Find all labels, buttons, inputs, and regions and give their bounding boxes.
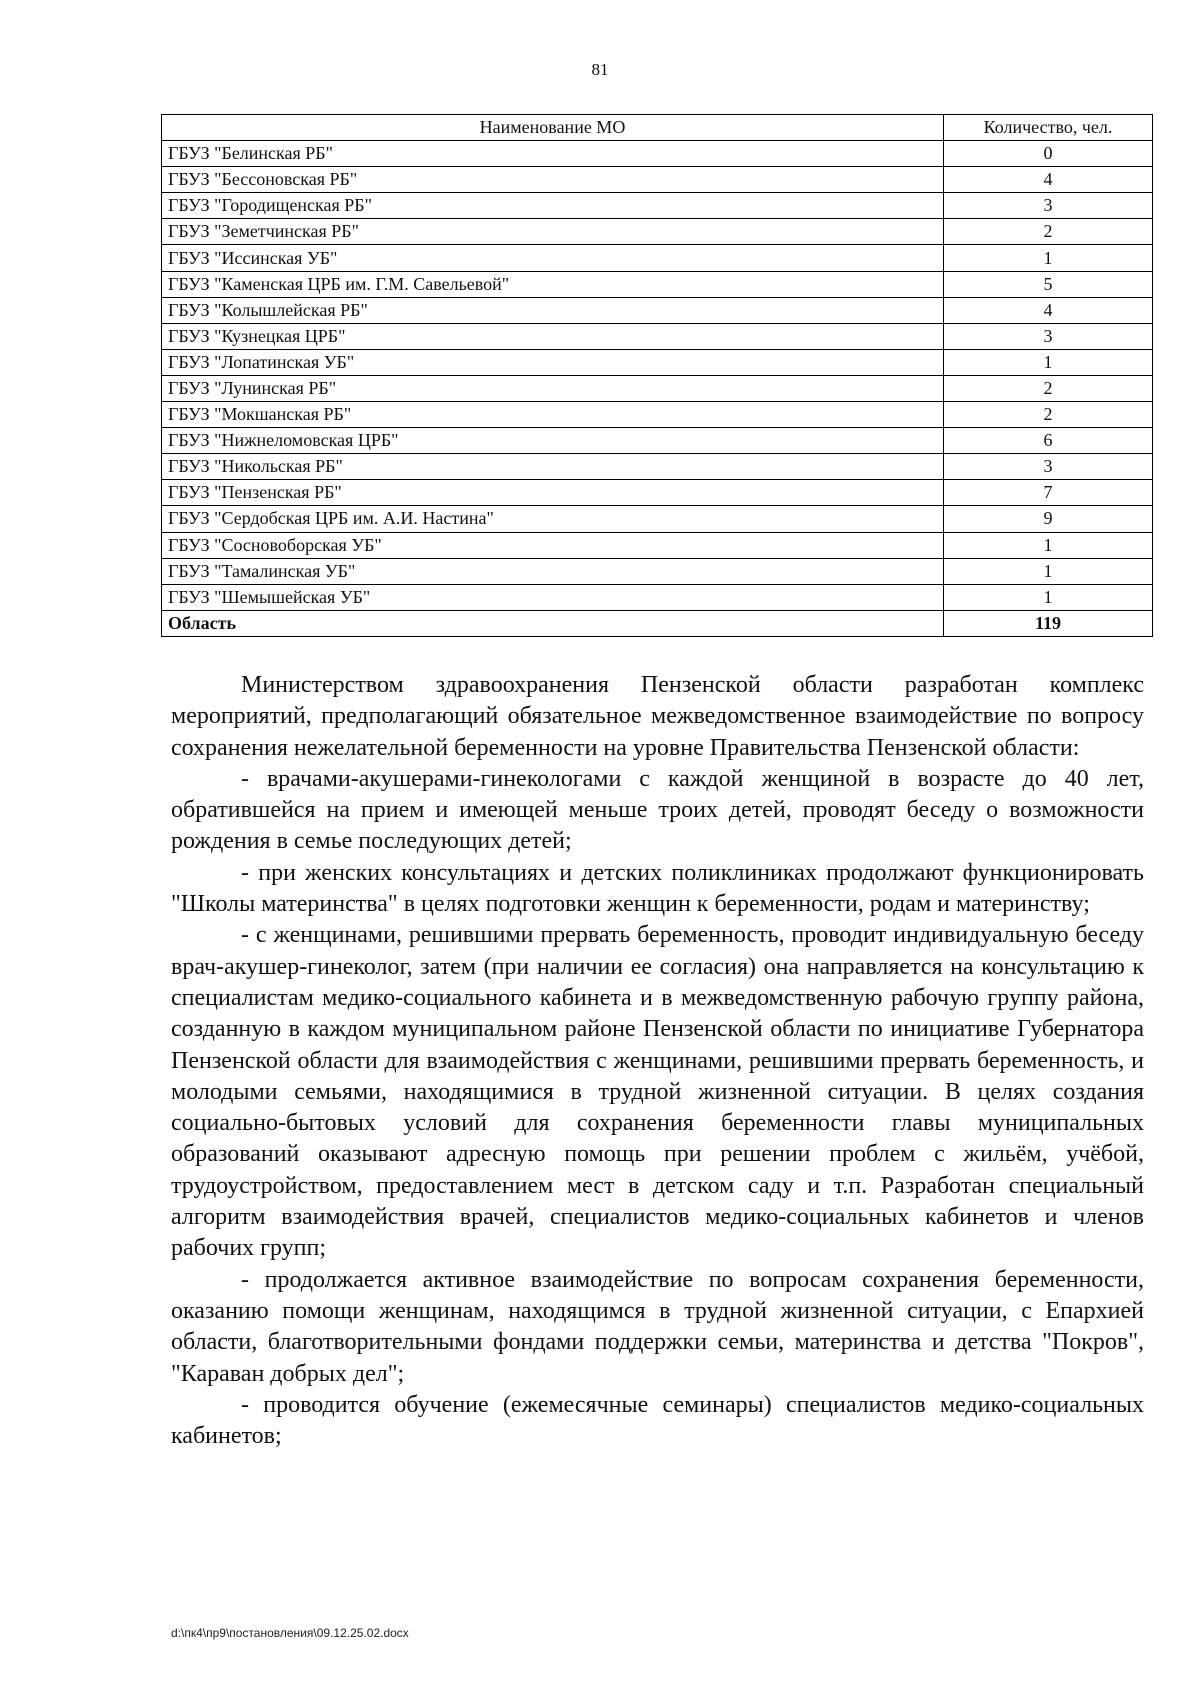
table-row	[162, 454, 1153, 480]
table-total-row	[162, 610, 1153, 636]
total-count: 119	[944, 610, 1153, 636]
mo-name: ГБУЗ "Белинская РБ"	[162, 141, 944, 167]
mo-count: 6	[944, 428, 1153, 454]
mo-name: ГБУЗ "Сердобская ЦРБ им. А.И. Настина"	[162, 506, 944, 532]
mo-name: ГБУЗ "Лопатинская УБ"	[162, 349, 944, 375]
table-header-row	[162, 115, 1153, 141]
mo-name: ГБУЗ "Земетчинская РБ"	[162, 219, 944, 245]
table-row	[162, 584, 1153, 610]
mo-count: 2	[944, 375, 1153, 401]
paragraph-item: - проводится обучение (ежемесячные семинары) специалистов медико-социальных кабинетов;	[171, 1391, 1144, 1450]
mo-name: ГБУЗ "Никольская РБ"	[162, 454, 944, 480]
paragraph-intro: Министерством здравоохранения Пензенской области разработан комплекс мероприятий, предполагающий обязательное межведомственное взаимодействие по вопросу сохранения нежелательной беременности на уровне Правительства Пензенской области:	[171, 672, 1144, 761]
table-row	[162, 428, 1153, 454]
mo-name: ГБУЗ "Иссинская УБ"	[162, 245, 944, 271]
mo-name: ГБУЗ "Колышлейская РБ"	[162, 297, 944, 323]
mo-name: ГБУЗ "Нижнеломовская ЦРБ"	[162, 428, 944, 454]
mo-count: 1	[944, 245, 1153, 271]
mo-count: 3	[944, 193, 1153, 219]
table-row	[162, 375, 1153, 401]
table-row	[162, 219, 1153, 245]
table-row	[162, 349, 1153, 375]
mo-name: ГБУЗ "Каменская ЦРБ им. Г.М. Савельевой"	[162, 271, 944, 297]
table-row	[162, 402, 1153, 428]
table-row	[162, 167, 1153, 193]
mo-count: 5	[944, 271, 1153, 297]
table-row	[162, 141, 1153, 167]
paragraph-item: - врачами-акушерами-гинекологами с каждой женщиной в возрасте до 40 лет, обратившейся на прием и имеющей меньше троих детей, проводят беседу о возможности рождения в семье последующих детей;	[171, 765, 1144, 855]
mo-name: ГБУЗ "Пензенская РБ"	[162, 480, 944, 506]
mo-count: 7	[944, 480, 1153, 506]
mo-count: 1	[944, 349, 1153, 375]
mo-name: ГБУЗ "Городищенская РБ"	[162, 193, 944, 219]
medical-organizations-table	[161, 114, 1153, 637]
mo-count: 1	[944, 584, 1153, 610]
table-row	[162, 506, 1153, 532]
table-row	[162, 193, 1153, 219]
paragraph-item: - с женщинами, решившими прервать беременность, проводит индивидуальную беседу врач-акушер-гинеколог, затем (при наличии ее согласия) она направляется на консультацию к специалистам медико-социального кабинета и в межведомственную рабочую группу района, созданную в каждом муниципальном районе Пензенской области по инициативе Губернатора Пензенской области для взаимодействия с женщинами, решившими прервать беременность, и молодыми семьями, находящимися в трудной жизненной ситуации. В целях создания социально-бытовых условий для сохранения беременности главы муниципальных образований оказывают адресную помощь при решении проблем с жильём, учёбой, трудоустройством, предоставлением мест в детском саду и т.п. Разработан специальный алгоритм взаимодействия врачей, специалистов медико-социальных кабинетов и членов рабочих групп;	[171, 922, 1144, 1262]
mo-name: ГБУЗ "Сосновоборская УБ"	[162, 532, 944, 558]
page-number: 81	[591, 60, 609, 79]
paragraph-item: - при женских консультациях и детских поликлиниках продолжают функционировать "Школы материнства" в целях подготовки женщин к беременности, родам и материнству;	[171, 859, 1144, 918]
mo-count: 0	[944, 141, 1153, 167]
column-header-name: Наименование МО	[162, 115, 944, 141]
mo-count: 4	[944, 167, 1153, 193]
total-label: Область	[162, 610, 944, 636]
mo-name: ГБУЗ "Тамалинская УБ"	[162, 558, 944, 584]
mo-count: 9	[944, 506, 1153, 532]
mo-name: ГБУЗ "Шемышейская УБ"	[162, 584, 944, 610]
table-row	[162, 558, 1153, 584]
mo-count: 2	[944, 219, 1153, 245]
mo-name: ГБУЗ "Бессоновская РБ"	[162, 167, 944, 193]
mo-count: 2	[944, 402, 1153, 428]
paragraph-item: - продолжается активное взаимодействие по вопросам сохранения беременности, оказанию помощи женщинам, находящимся в трудной жизненной ситуации, с Епархией области, благотворительными фондами поддержки семьи, материнства и детства "Покров", "Караван добрых дел";	[171, 1266, 1144, 1387]
table-row	[162, 245, 1153, 271]
mo-count: 3	[944, 454, 1153, 480]
table-row	[162, 532, 1153, 558]
mo-name: ГБУЗ "Кузнецкая ЦРБ"	[162, 323, 944, 349]
table-row	[162, 323, 1153, 349]
mo-name: ГБУЗ "Лунинская РБ"	[162, 375, 944, 401]
column-header-count: Количество, чел.	[944, 115, 1153, 141]
mo-count: 3	[944, 323, 1153, 349]
body-text	[171, 670, 1144, 1452]
table-row	[162, 271, 1153, 297]
table-row	[162, 480, 1153, 506]
table-row	[162, 297, 1153, 323]
mo-count: 1	[944, 558, 1153, 584]
footer-file-path: d:\пк4\пр9\постановления\09.12.25.02.docx	[171, 1626, 409, 1640]
mo-count: 1	[944, 532, 1153, 558]
mo-count: 4	[944, 297, 1153, 323]
mo-name: ГБУЗ "Мокшанская РБ"	[162, 402, 944, 428]
